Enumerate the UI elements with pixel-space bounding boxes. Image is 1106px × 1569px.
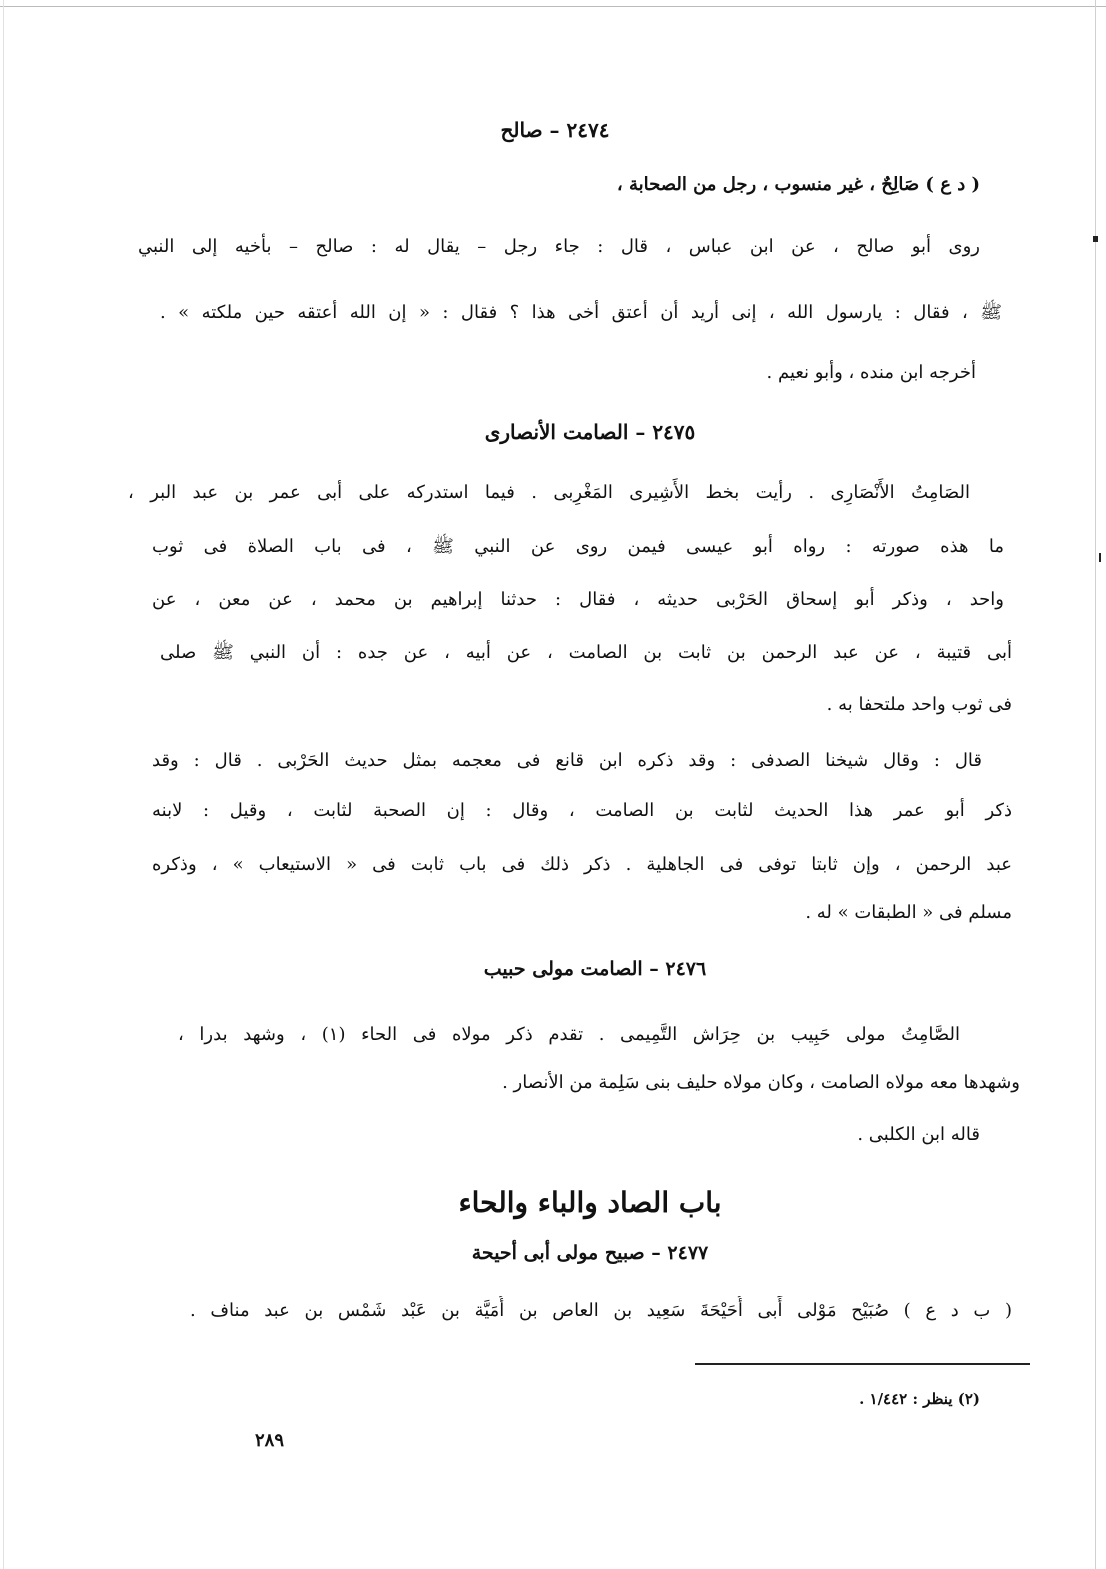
entry-line: ﷺ ، فقال : يارسول الله ، إنى أريد أن أعتق أخى هذا ؟ فقال : « إن الله أعتقه حين ملكته » . (160, 302, 1002, 323)
chapter-heading: باب الصاد والباء والحاء (458, 1186, 722, 1219)
entry-line: واحد ، وذكر أبو إسحاق الحَرْبى حديثه ، فقال : حدثنا إبراهيم بن محمد ، عن معن ، عن (152, 589, 1004, 610)
entry-line: عبد الرحمن ، وإن ثابتا توفى فى الجاهلية . ذكر ذلك فى باب ثابت فى « الاستيعاب » ، وذكره (152, 854, 1012, 875)
entry-line: ( ب د ع ) صُبَيْح مَوْلى أَبى أُحَيْحَةَ سَعِيد بن العاص بن أُمَيَّة بن عَبْد شَمْس بن عبد مناف . (190, 1300, 1012, 1321)
scan-speck (1099, 553, 1101, 562)
page-number: ٢٨٩ (255, 1430, 285, 1451)
footnote-rule (695, 1363, 1030, 1365)
entry-line: مسلم فى « الطبقات » له . (805, 902, 1012, 923)
scan-speck (1093, 236, 1098, 242)
entry-line: قال : وقال شيخنا الصدفى : وقد ذكره ابن قانع فى معجمه بمثل حديث الحَرْبى . قال : وقد (152, 750, 982, 771)
entry-heading-2475: ٢٤٧٥ – الصامت الأنصارى (484, 420, 696, 444)
entry-line: قاله ابن الكلبى . (857, 1124, 980, 1145)
entry-heading-2476: ٢٤٧٦ – الصامت مولى حبيب (483, 958, 707, 980)
footnote: (٢) ينظر : ١/٤٤٢ . (859, 1390, 980, 1408)
entry-line: أخرجه ابن منده ، وأبو نعيم . (766, 362, 976, 383)
entry-heading-2477: ٢٤٧٧ – صبيح مولى أبى أحيحة (471, 1242, 709, 1264)
entry-line: ذكر أبو عمر هذا الحديث لثابت بن الصامت ، وقال : إن الصحبة لثابت ، وقيل : لابنه (152, 800, 1012, 821)
entry-heading-2474: ٢٤٧٤ – صالح (500, 118, 610, 142)
entry-line: فى ثوب واحد ملتحفا به . (826, 694, 1012, 715)
entry-line: الصَّامِتُ مولى حَبِيب بن حِرَاش التَّمِيمى . تقدم ذكر مولاه فى الحاء (١) ، وشهد بدرا ، (178, 1024, 960, 1045)
scan-edge-left (3, 0, 4, 1569)
entry-line: ( د ع ) صَالِحٌ ، غير منسوب ، رجل من الصحابة ، (616, 174, 980, 195)
entry-line: الصَامِتُ الأَنْصَارِى . رأيت بخط الأَشِيرى المَغْرِبى . فيما استدركه على أبى عمر بن عبد البر ، (128, 482, 970, 503)
entry-line: أبى قتيبة ، عن عبد الرحمن بن ثابت بن الصامت ، عن أبيه ، عن جده : أن النبي ﷺ صلى (160, 642, 1012, 663)
entry-line: روى أبو صالح ، عن ابن عباس ، قال : جاء رجل – يقال له : صالح – بأخيه إلى النبي (138, 236, 980, 257)
entry-line: وشهدها معه مولاه الصامت ، وكان مولاه حليف بنى سَلِمة من الأنصار . (502, 1072, 1020, 1093)
entry-line: ما هذه صورته : رواه أبو عيسى فيمن روى عن النبي ﷺ ، فى باب الصلاة فى ثوب (152, 536, 1004, 557)
scan-edge-top (0, 6, 1106, 7)
